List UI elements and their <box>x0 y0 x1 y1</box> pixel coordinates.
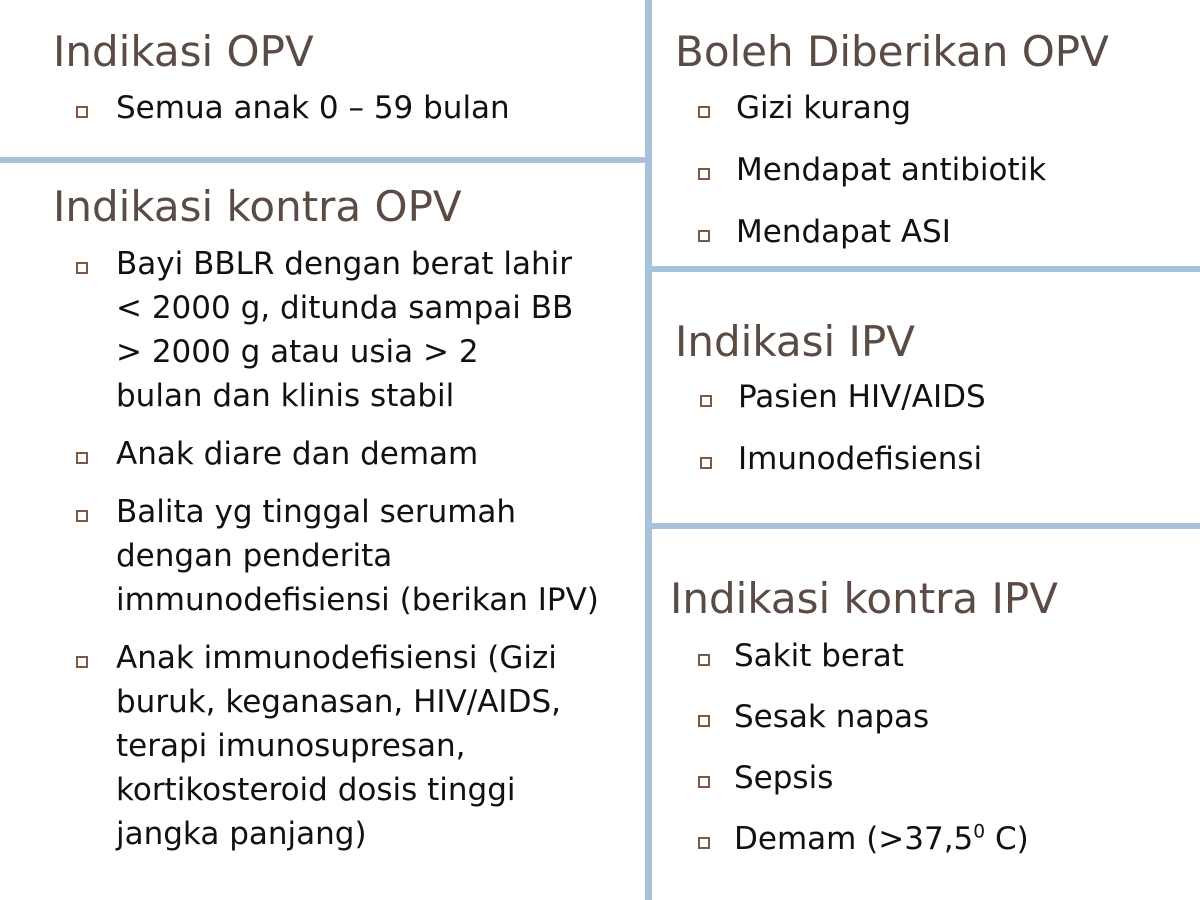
list-item-line: Anak immunodefisiensi (Gizi <box>116 640 557 676</box>
checkbox-bullet-icon <box>76 510 88 522</box>
list-indikasi-opv <box>0 86 510 130</box>
checkbox-bullet-icon <box>698 230 710 242</box>
heading-indikasi-kontra-opv: Indikasi kontra OPV <box>53 182 462 231</box>
list-item <box>0 242 599 418</box>
checkbox-bullet-icon <box>76 106 88 118</box>
list-item <box>0 86 510 130</box>
heading-indikasi-opv: Indikasi OPV <box>53 27 314 76</box>
heading-boleh-diberikan-opv: Boleh Diberikan OPV <box>675 27 1109 76</box>
checkbox-bullet-icon <box>76 262 88 274</box>
fever-superscript: 0 <box>973 821 986 843</box>
fever-text <box>734 821 1029 857</box>
checkbox-bullet-icon <box>698 715 710 727</box>
checkbox-bullet-icon <box>76 656 88 668</box>
checkbox-bullet-icon <box>698 168 710 180</box>
list-item-text: Sepsis <box>734 760 834 796</box>
list-item-text: Sesak napas <box>734 699 930 735</box>
list-item-text: Semua anak 0 – 59 bulan <box>116 90 510 126</box>
list-indikasi-kontra-ipv <box>652 634 1058 861</box>
section-boleh-diberikan-opv <box>652 28 1109 272</box>
list-item-line: kortikosteroid dosis tinggi <box>116 772 516 808</box>
list-item <box>652 210 1109 254</box>
list-item <box>0 432 599 476</box>
checkbox-bullet-icon <box>698 654 710 666</box>
list-item-text: Sakit berat <box>734 638 904 674</box>
fever-suffix: C) <box>985 821 1029 857</box>
checkbox-bullet-icon <box>76 452 88 464</box>
vertical-divider <box>645 0 652 900</box>
list-boleh-diberikan-opv <box>652 86 1109 254</box>
list-indikasi-ipv <box>652 375 986 481</box>
list-item-line: bulan dan klinis stabil <box>116 378 455 414</box>
list-item-line: buruk, keganasan, HIV/AIDS, <box>116 684 561 720</box>
heading-indikasi-kontra-ipv: Indikasi kontra IPV <box>670 574 1058 623</box>
list-item-text: Mendapat antibiotik <box>736 152 1047 188</box>
list-item-line: Balita yg tinggal serumah <box>116 494 517 530</box>
list-item <box>652 437 986 481</box>
section-indikasi-kontra-opv <box>0 183 599 870</box>
list-item <box>652 695 1058 739</box>
checkbox-bullet-icon <box>698 776 710 788</box>
checkbox-bullet-icon <box>698 837 710 849</box>
list-item-line: > 2000 g atau usia > 2 <box>116 334 479 370</box>
list-item-line: dengan penderita <box>116 538 393 574</box>
list-item-line: < 2000 g, ditunda sampai BB <box>116 290 574 326</box>
list-item-line: jangka panjang) <box>116 816 367 852</box>
section-indikasi-opv <box>0 28 510 130</box>
right-horizontal-divider-2 <box>652 523 1200 529</box>
list-item-text: Gizi kurang <box>736 90 912 126</box>
left-horizontal-divider <box>0 157 645 163</box>
section-indikasi-kontra-ipv <box>652 575 1058 878</box>
list-item-text: Pasien HIV/AIDS <box>738 379 986 415</box>
checkbox-bullet-icon <box>700 395 712 407</box>
list-item <box>652 86 1109 130</box>
list-item <box>0 636 599 856</box>
list-item-line: Bayi BBLR dengan berat lahir <box>116 246 572 282</box>
list-item-text: Mendapat ASI <box>736 214 951 250</box>
list-indikasi-kontra-opv <box>0 242 599 856</box>
heading-indikasi-ipv: Indikasi IPV <box>675 317 916 366</box>
list-item <box>652 375 986 419</box>
list-item <box>652 817 1058 861</box>
list-item <box>652 634 1058 678</box>
list-item <box>652 756 1058 800</box>
list-item <box>0 490 599 622</box>
checkbox-bullet-icon <box>698 106 710 118</box>
list-item-line: Anak diare dan demam <box>116 436 479 472</box>
list-item-text: Imunodefisiensi <box>738 441 983 477</box>
list-item-line: immunodefisiensi (berikan IPV) <box>116 582 599 618</box>
fever-prefix: Demam (>37,5 <box>734 821 974 857</box>
checkbox-bullet-icon <box>700 457 712 469</box>
list-item <box>652 148 1109 192</box>
list-item-line: terapi imunosupresan, <box>116 728 466 764</box>
section-indikasi-ipv <box>652 318 986 499</box>
